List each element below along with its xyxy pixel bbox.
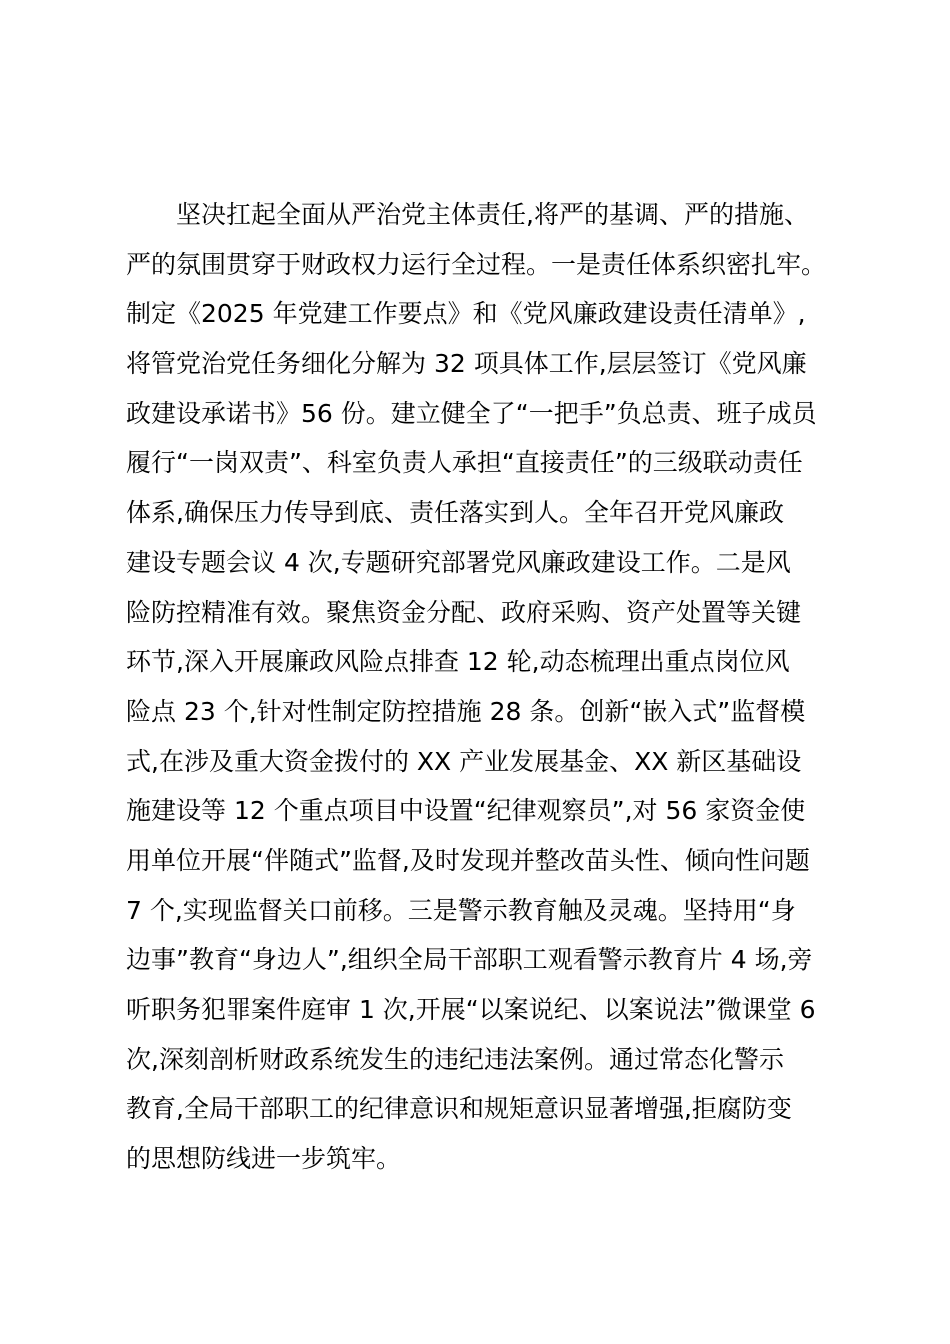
paragraph-line: 次,深刻剖析财政系统发生的违纪违法案例。通过常态化警示 — [126, 1044, 784, 1074]
paragraph-line: 坚决扛起全面从严治党主体责任,将严的基调、严的措施、 — [176, 200, 809, 229]
paragraph-line: 将管党治党任务细化分解为 32 项具体工作,层层签订《党风廉 — [126, 349, 807, 379]
paragraph-line: 制定《2025 年党建工作要点》和《党风廉政建设责任清单》, — [126, 299, 806, 329]
paragraph-line: 听职务犯罪案件庭审 1 次,开展“以案说纪、以案说法”微课堂 6 — [126, 995, 816, 1024]
paragraph-line: 政建设承诺书》56 份。建立健全了“一把手”负总责、班子成员 — [126, 398, 817, 428]
paragraph-line: 险防控精准有效。聚焦资金分配、政府采购、资产处置等关键 — [126, 597, 802, 627]
paragraph-line: 边事”教育“身边人”,组织全局干部职工观看警示教育片 4 场,旁 — [126, 945, 813, 975]
paragraph-line: 体系,确保压力传导到底、责任落实到人。全年召开党风廉政 — [126, 498, 784, 528]
paragraph-line: 严的氛围贯穿于财政权力运行全过程。一是责任体系织密扎牢。 — [126, 249, 827, 279]
paragraph-line: 的思想防线进一步筑牢。 — [126, 1144, 402, 1174]
paragraph-line: 教育,全局干部职工的纪律意识和规矩意识显著增强,拒腐防变 — [126, 1094, 792, 1124]
paragraph-line: 用单位开展“伴随式”监督,及时发现并整改苗头性、倾向性问题 — [126, 845, 810, 875]
paragraph-line: 施建设等 12 个重点项目中设置“纪律观察员”,对 56 家资金使 — [126, 796, 806, 826]
paragraph-line: 7 个,实现监督关口前移。三是警示教育触及灵魂。坚持用“身 — [126, 895, 796, 925]
body-paragraph — [126, 190, 846, 1184]
paragraph-line: 建设专题会议 4 次,专题研究部署党风廉政建设工作。二是风 — [126, 547, 791, 577]
paragraph-line: 式,在涉及重大资金拨付的 XX 产业发展基金、XX 新区基础设 — [126, 746, 802, 776]
paragraph-line: 环节,深入开展廉政风险点排查 12 轮,动态梳理出重点岗位风 — [126, 647, 790, 677]
paragraph-line: 险点 23 个,针对性制定防控措施 28 条。创新“嵌入式”监督模 — [126, 696, 806, 726]
paragraph-line: 履行“一岗双责”、科室负责人承担“直接责任”的三级联动责任 — [126, 448, 803, 478]
